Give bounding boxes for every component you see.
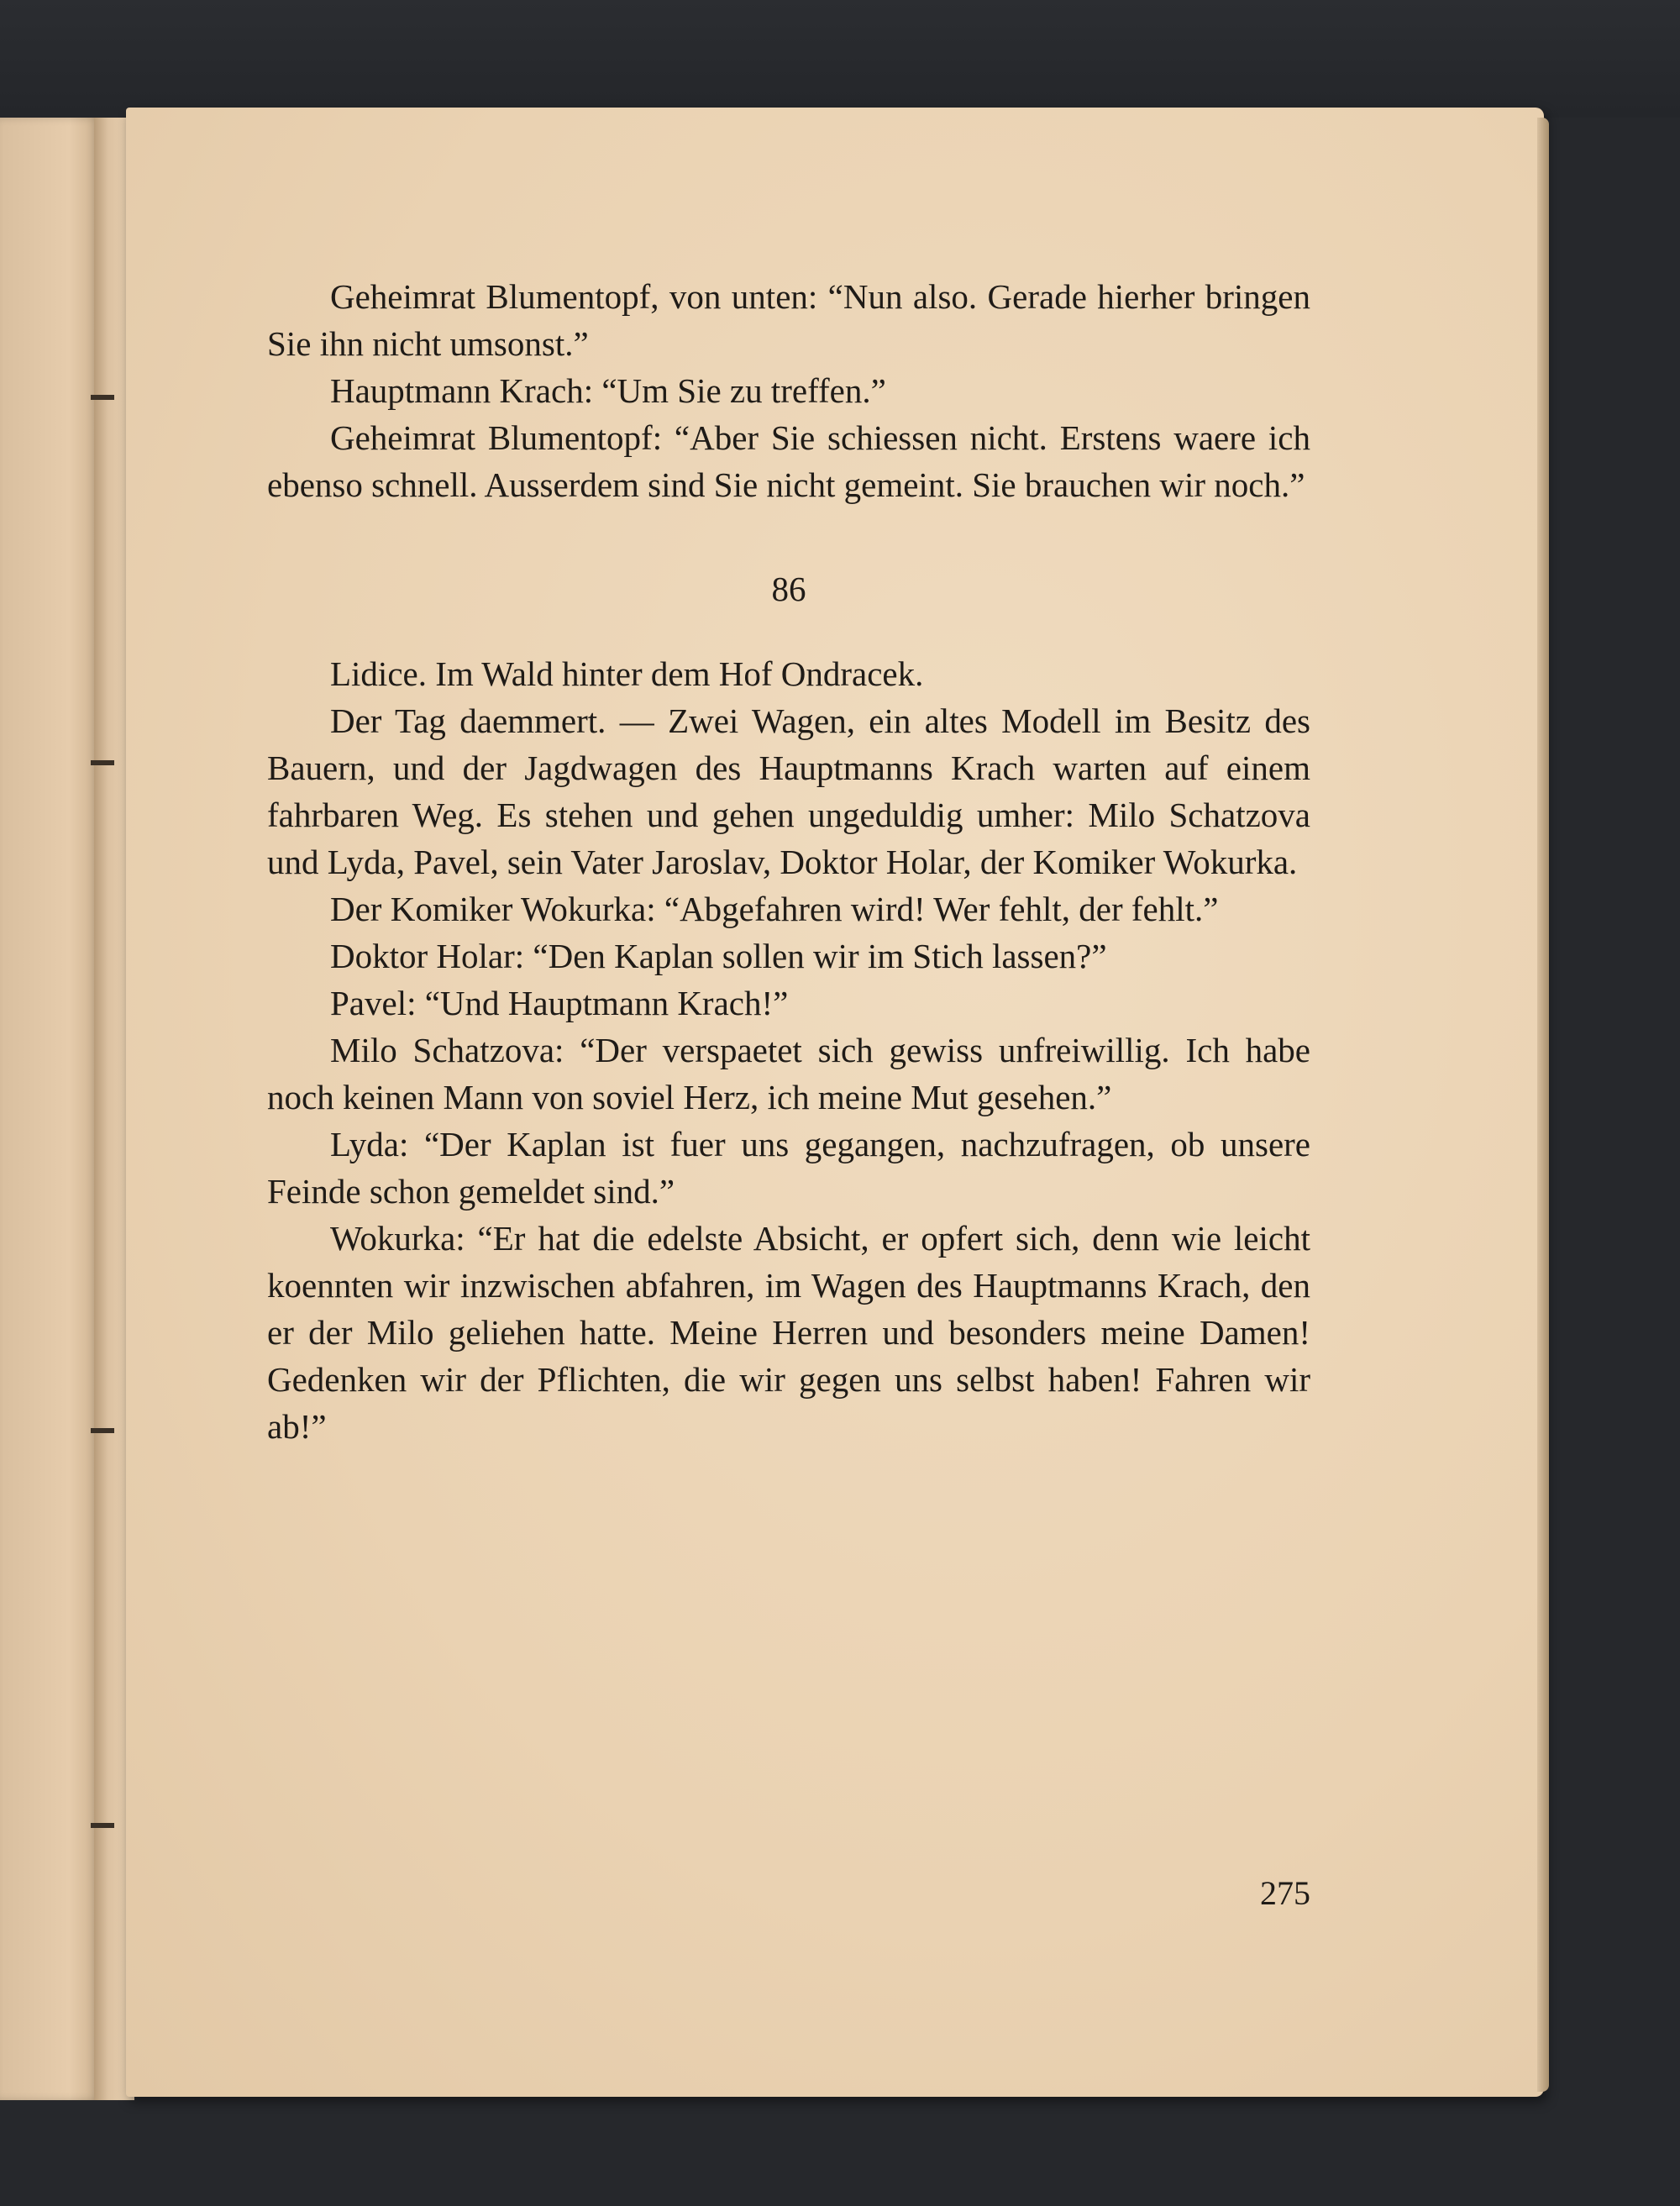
paragraph: Milo Schatzova: “Der verspaetet sich gewiss unfreiwillig. Ich habe noch keinen Mann von soviel Herz, ich meine Mut gesehen.” [267,1031,1310,1116]
backdrop [0,0,1680,118]
paragraph: Geheimrat Blumentopf: “Aber Sie schiessen nicht. Erstens waere ich ebenso schnell. Ausserdem sind Sie nicht gemeint. Sie brauchen wir noch.” [267,418,1310,504]
left-page-edge [0,118,99,2100]
paragraph: Doktor Holar: “Den Kaplan sollen wir im Stich lassen?” [330,937,1107,975]
paragraph: Pavel: “Und Hauptmann Krach!” [330,984,789,1022]
paragraph: Der Komiker Wokurka: “Abgefahren wird! Wer fehlt, der fehlt.” [330,890,1219,928]
paragraph: Der Tag daemmert. — Zwei Wagen, ein altes Modell im Besitz des Bauern, und der Jagdwagen des Hauptmanns Krach warten auf einem fahrbaren Weg. Es stehen und gehen ungeduldig umher: Milo Schatzova und Lyda, Pavel, sein Vater Jaroslav, Doktor Holar, der Komiker Wokurka. [267,701,1310,881]
scene-number: 86 [771,570,806,608]
binding-thread-mark [91,1823,114,1828]
paragraph: Hauptmann Krach: “Um Sie zu treffen.” [330,371,886,410]
page-number: 275 [1260,1874,1310,1912]
paragraph: Wokurka: “Er hat die edelste Absicht, er opfert sich, denn wie leicht koennten wir inzwischen abfahren, im Wagen des Hauptmanns Krach, den er der Milo geliehen hatte. Meine Herren und besonders meine Damen! Gedenken wir der Pflichten, die wir gegen uns selbst haben! Fahren wir ab!” [267,1219,1310,1446]
paragraph: Lidice. Im Wald hinter dem Hof Ondracek. [330,654,924,693]
page-text [267,273,1310,1450]
binding-thread-mark [91,760,114,765]
binding-thread-mark [91,1428,114,1433]
paragraph: Geheimrat Blumentopf, von unten: “Nun also. Gerade hierher bringen Sie ihn nicht umsonst.” [267,277,1310,363]
binding-thread-mark [91,395,114,400]
paragraph: Lyda: “Der Kaplan ist fuer uns gegangen, nachzufragen, ob unsere Feinde schon gemeldet sind.” [267,1125,1310,1211]
page-edge-shadow [1537,118,1549,2092]
